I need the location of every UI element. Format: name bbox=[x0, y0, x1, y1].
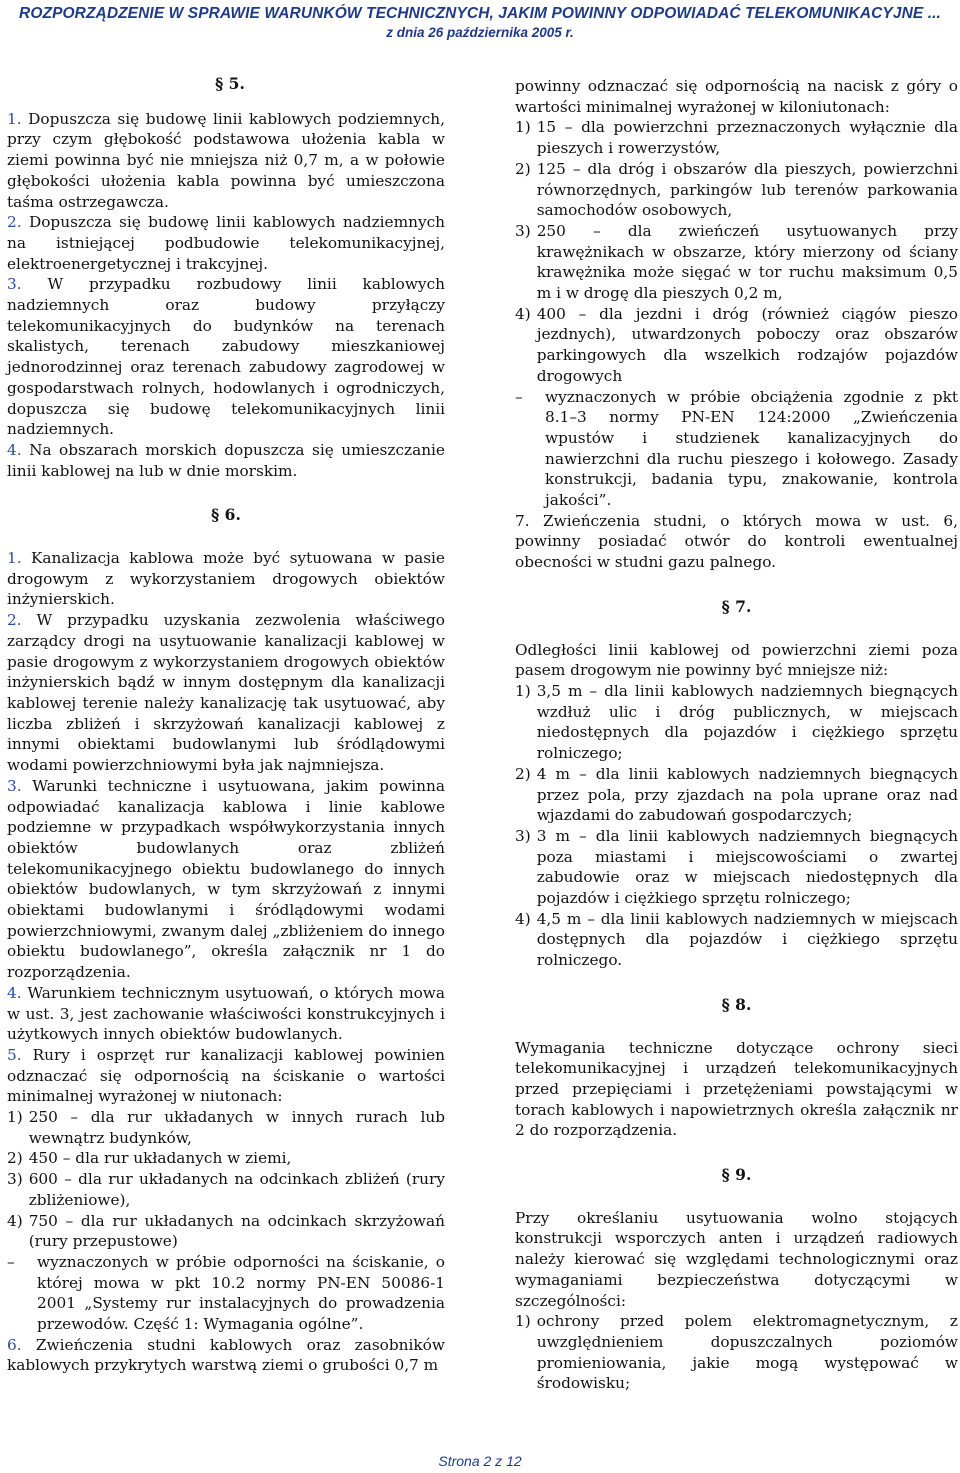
list-label: 4) bbox=[7, 1211, 23, 1230]
section-8-title: § 8. bbox=[721, 994, 752, 1014]
dash-mark: – bbox=[515, 387, 523, 406]
list-label: 1) bbox=[515, 1312, 531, 1331]
list-text: 125 – dla dróg i obszarów dla pieszych, powierzchni równorzędnych, parkingów lub terenów parkowania samochodów osobowych, bbox=[536, 159, 958, 220]
paragraph-number: 3. bbox=[7, 275, 22, 294]
load-dash-item bbox=[515, 387, 958, 511]
section-7-title: § 7. bbox=[721, 596, 752, 616]
continued-paragraph: powinny odznaczać się odpornością na nacisk z góry o wartości minimalnej wyrażonej w kiloniutonach: bbox=[515, 77, 958, 116]
list-text: 450 – dla rur układanych w ziemi, bbox=[28, 1149, 292, 1168]
paragraph-number: 2. bbox=[7, 611, 22, 630]
list-text: 750 – dla rur układanych na odcinkach skrzyżowań (rury przepustowe) bbox=[28, 1211, 445, 1251]
paragraph-text: W przypadku uzyskania zezwolenia właściwego zarządcy drogi na usytuowanie kanalizacji kablowej w pasie drogowym z wykorzystaniem drogowych obiektów inżynierskich bądź w innym dostępnym dla kanalizacji kablowej terenie należy kanalizację tak usytuować, aby liczba zbliżeń i skrzyżowań kanalizacji kablowej z innymi obiektami budowlanymi lub śródlądowymi wodami powierzchniowymi była jak najmniejsza. bbox=[7, 611, 445, 775]
document-header bbox=[0, 4, 960, 43]
dash-text: wyznaczonych w próbie odporności na ściskanie, o której mowa w pkt 10.2 normy PN-EN 50086-1 2001 „Systemy rur instalacyjnych do prowadzenia przewodów. Część 1: Wymagania ogólne”. bbox=[37, 1252, 445, 1334]
list-label: 3) bbox=[515, 221, 531, 240]
paragraph-number: 4. bbox=[7, 983, 22, 1002]
paragraph-number: 2. bbox=[7, 213, 22, 232]
list-text: 600 – dla rur układanych na odcinkach zbliżeń (rury zbliżeniowe), bbox=[28, 1170, 445, 1209]
list-label: 1) bbox=[515, 681, 531, 700]
s6-dash-item bbox=[7, 1252, 445, 1335]
list-item bbox=[515, 304, 958, 387]
list-text: 400 – dla jezdni i dróg (również ciągów pieszo jezdnych), utwardzonych poboczy oraz obszarów parkingowych dla wszelkich rodzajów pojazdów drogowych bbox=[536, 304, 958, 385]
list-item bbox=[515, 221, 958, 304]
paragraph-text: Warunki techniczne i usytuowana, jakim powinna odpowiadać kanalizacja kablowa i linie kablowe podziemne w przypadkach współwykorzystania innych obiektów budowlanych oraz zbliżeń telekomunikacyjnego obiektu budowlanego do innych obiektów budowlanych, w tym skrzyżowań z innymi obiektami budowlanymi i śródlądowymi wodami powierzchniowymi, zwanym dalej „zbliżeniem do innego obiektu budowlanego”, określa załącznik nr 1 do rozporządzenia. bbox=[7, 776, 445, 982]
list-item bbox=[515, 159, 958, 221]
list-label: 4) bbox=[515, 304, 531, 323]
list-label: 4) bbox=[515, 909, 531, 928]
list-item bbox=[7, 1148, 445, 1169]
right-column bbox=[515, 76, 958, 1394]
distance-list bbox=[515, 681, 958, 971]
list-text: 3 m – dla linii kablowych nadziemnych biegnących poza miastami i miejscowościami o zwartej zabudowie oraz w miejscach niedostępnych dla pojazdów i ciężkiego sprzętu rolniczego; bbox=[536, 826, 958, 908]
list-label: 2) bbox=[7, 1149, 23, 1168]
s5-paragraph-3 bbox=[7, 274, 445, 440]
paragraph-text: Kanalizacja kablowa może być sytuowana w pasie drogowym z wykorzystaniem drogowych obiektów inżynierskich. bbox=[7, 549, 445, 609]
list-label: 1) bbox=[7, 1108, 23, 1127]
s6-paragraph-2 bbox=[7, 610, 445, 776]
list-item bbox=[7, 1107, 445, 1148]
list-text: 4,5 m – dla linii kablowych nadziemnych w miejscach dostępnych dla pojazdów i ciężkiego sprzętu rolniczego. bbox=[536, 909, 958, 970]
paragraph-text: W przypadku rozbudowy linii kablowych nadziemnych oraz budowy przyłączy telekomunikacyjnych do budynków na terenach skalistych, terenach zabudowy mieszkaniowej jednorodzinnej oraz terenach zabudowy zagrodowej w gospodarstwach rolnych, hodowlanych i ogrodniczych, dopuszcza się budowę telekomunikacyjnych linii nadziemnych. bbox=[7, 275, 445, 439]
paragraph-number: 1. bbox=[7, 549, 22, 568]
s7-intro: Odległości linii kablowej od powierzchni ziemi poza pasem drogowym nie powinny być mniejsze niż: bbox=[515, 640, 958, 680]
paragraph-text: Dopuszcza się budowę linii kablowych podziemnych, przy czym głębokość podstawowa ułożenia kabla w ziemi powinna być nie mniejsza niż 0,7 m, a w połowie głębokości ułożenia kabla powinna być umieszczona taśma ostrzegawcza. bbox=[7, 109, 445, 211]
list-label: 2) bbox=[515, 159, 531, 178]
page-number: Strona 2 z 12 bbox=[438, 1453, 522, 1469]
paragraph-text: Rury i osprzęt rur kanalizacji kablowej powinien odznaczać się odpornością na ściskanie o wartości minimalnej wyrażonej w niutonach: bbox=[7, 1045, 445, 1106]
list-text: 250 – dla zwieńczeń usytuowanych przy krawężnikach w obszarze, który mierzony od ściany krawężnika może sięgać w tor ruchu maksimum 0,5 m i w drogę dla pieszych 0,2 m, bbox=[536, 221, 958, 303]
s5-paragraph-2 bbox=[7, 212, 445, 274]
list-label: 2) bbox=[515, 764, 531, 783]
list-text: ochrony przed polem elektromagnetycznym, z uwzględnieniem dopuszczalnych poziomów promieniowania, jakie mogą występować w środowisku; bbox=[536, 1312, 958, 1393]
paragraph-text: Na obszarach morskich dopuszcza się umieszczanie linii kablowej na lub w dnie morskim. bbox=[7, 440, 445, 480]
section-9-title: § 9. bbox=[721, 1165, 752, 1185]
list-item bbox=[515, 681, 958, 764]
list-item bbox=[7, 1169, 445, 1210]
list-text: 3,5 m – dla linii kablowych nadziemnych biegnących wzdłuż ulic i dróg publicznych, w miejscach niedostępnych dla pojazdów i ciężkiego sprzętu rolniczego; bbox=[536, 681, 958, 763]
load-list bbox=[515, 117, 958, 386]
s6-paragraph-4 bbox=[7, 983, 445, 1045]
section-5-title: § 5. bbox=[215, 74, 245, 93]
list-text: 15 – dla powierzchni przeznaczonych wyłącznie dla pieszych i rowerzystów, bbox=[536, 118, 958, 158]
safety-list bbox=[515, 1311, 958, 1394]
list-label: 1) bbox=[515, 118, 531, 137]
left-column bbox=[7, 74, 445, 1376]
paragraph-text: Warunkiem technicznym usytuowań, o których mowa w ust. 3, jest zachowanie właściwości konstrukcyjnych i użytkowych innych obiektów budowlanych. bbox=[7, 983, 445, 1044]
list-label: 3) bbox=[515, 826, 531, 845]
paragraph-number: 3. bbox=[7, 776, 22, 795]
s5-paragraph-4 bbox=[7, 440, 445, 481]
dash-mark: – bbox=[7, 1252, 15, 1271]
s6-paragraph-1 bbox=[7, 548, 445, 610]
dash-text: wyznaczonych w próbie obciążenia zgodnie z pkt 8.1–3 normy PN-EN 124:2000 „Zwieńczenia wpustów i studzienek kanalizacyjnych do nawierzchni dla ruchu pieszego i kołowego. Zasady konstrukcji, badania typu, znakowanie, kontrola jakości”. bbox=[545, 387, 958, 510]
section-6-title: § 6. bbox=[211, 505, 241, 525]
paragraph-number: 1. bbox=[7, 109, 22, 128]
s6-pipe-list bbox=[7, 1107, 445, 1252]
list-text: 4 m – dla linii kablowych nadziemnych biegnących przez pola, przy zjazdach na pola uprane oraz nad wjazdami do zabudowań gospodarczych; bbox=[536, 764, 958, 825]
s9-intro: Przy określaniu usytuowania wolno stojących konstrukcji wsporczych anten i urządzeń radiowych należy kierować się względami technologicznymi oraz wymaganiami bezpieczeństwa dotyczącymi w szczególności: bbox=[515, 1208, 958, 1310]
paragraph-number: 6. bbox=[7, 1335, 22, 1354]
list-text: 250 – dla rur układanych w innych rurach lub wewnątrz budynków, bbox=[28, 1108, 445, 1147]
paragraph-number: 5. bbox=[7, 1045, 22, 1064]
s6-paragraph-6 bbox=[7, 1335, 445, 1376]
list-item bbox=[515, 764, 958, 826]
header-title: ROZPORZĄDZENIE W SPRAWIE WARUNKÓW TECHNICZNYCH, JAKIM POWINNY ODPOWIADAĆ TELEKOMUNIKACYJNE ... bbox=[19, 5, 941, 22]
list-item bbox=[515, 117, 958, 158]
s5-paragraph-1 bbox=[7, 109, 445, 213]
s6-paragraph-7: 7. Zwieńczenia studni, o których mowa w ust. 6, powinny posiadać otwór do kontroli ewentualnej obecności w studni gazu palnego. bbox=[515, 511, 958, 572]
header-date: z dnia 26 października 2005 r. bbox=[386, 25, 574, 40]
paragraph-text: Zwieńczenia studni kablowych oraz zasobników kablowych przykrytych warstwą ziemi o grubości 0,7 m bbox=[7, 1335, 445, 1375]
list-item bbox=[515, 1311, 958, 1394]
s8-text: Wymagania techniczne dotyczące ochrony sieci telekomunikacyjnej i urządzeń telekomunikacyjnych przed przepięciami i przetężeniami powstającymi w torach kablowych i napowietrznych określa załącznik nr 2 do rozporządzenia. bbox=[515, 1038, 958, 1140]
paragraph-text: Dopuszcza się budowę linii kablowych nadziemnych na istniejącej podbudowie telekomunikacyjnej, elektroenergetycznej i trakcyjnej. bbox=[7, 213, 446, 273]
s6-paragraph-5 bbox=[7, 1045, 445, 1107]
list-item bbox=[7, 1211, 445, 1252]
paragraph-number: 4. bbox=[7, 440, 22, 459]
list-item bbox=[515, 909, 958, 971]
list-item bbox=[515, 826, 958, 909]
s6-paragraph-3 bbox=[7, 776, 445, 983]
list-label: 3) bbox=[7, 1170, 23, 1189]
